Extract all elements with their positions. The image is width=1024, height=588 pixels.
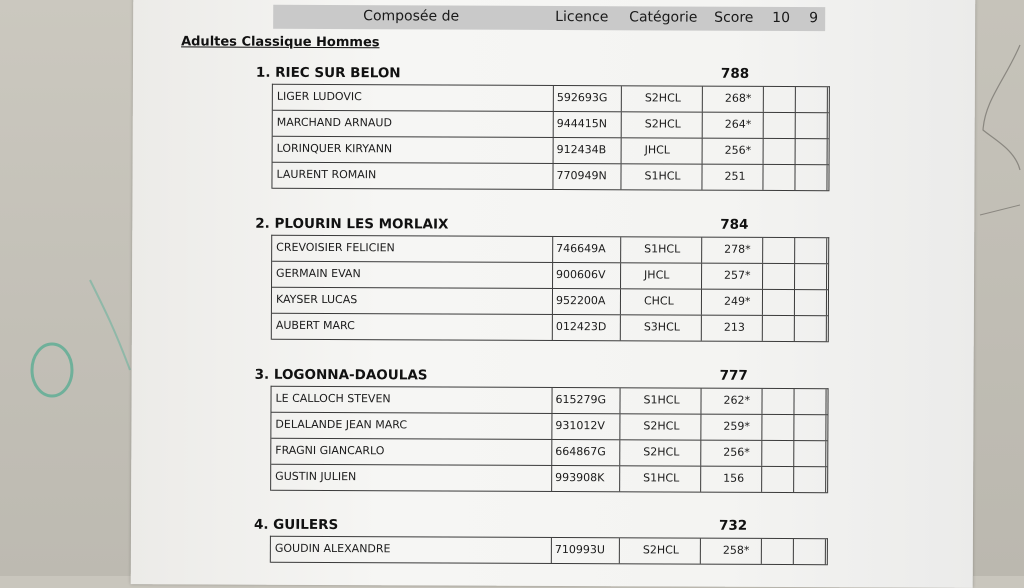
cell-divider [795, 139, 796, 164]
member-score: 268* [724, 91, 752, 105]
club-name: 2. PLOURIN LES MORLAIX [255, 215, 449, 233]
cell-divider [827, 113, 828, 138]
member-score: 256* [724, 143, 752, 157]
cell-divider [701, 264, 702, 289]
cell-divider [763, 139, 764, 164]
member-name: AUBERT MARC [275, 318, 355, 333]
cell-divider [762, 238, 763, 263]
header-score: Score [714, 9, 754, 26]
table-row [272, 314, 828, 342]
member-score: 257* [724, 268, 751, 282]
cell-divider [825, 415, 826, 440]
results-sheet [131, 0, 976, 588]
header-col-10: 10 [772, 9, 791, 27]
member-score: 262* [723, 393, 751, 407]
cell-divider [701, 290, 702, 315]
cell-divider [826, 316, 827, 341]
cell-divider [702, 139, 703, 164]
cell-divider [762, 290, 763, 315]
cell-divider [761, 539, 762, 564]
cell-divider [793, 441, 794, 466]
table-row [273, 85, 829, 113]
member-licence: 770949N [556, 169, 607, 183]
header-col-9: 9 [809, 10, 819, 27]
cell-divider [552, 164, 553, 189]
cell-divider [551, 414, 552, 439]
cell-divider [763, 87, 764, 112]
cell-divider [619, 388, 620, 413]
member-score: 264* [724, 117, 752, 131]
member-category: JHCL [644, 143, 670, 157]
member-score: 249* [723, 294, 751, 308]
cell-divider [827, 87, 828, 112]
member-score: 278* [724, 242, 751, 256]
member-licence: 900606V [556, 268, 606, 282]
table-header [273, 5, 825, 31]
wall-scratch [975, 40, 1024, 240]
member-name: GERMAIN EVAN [276, 266, 361, 281]
cell-divider [795, 113, 796, 138]
table-row [271, 465, 827, 493]
cell-divider [761, 467, 762, 492]
member-licence: 592693G [556, 91, 608, 105]
member-licence: 615279G [555, 393, 607, 407]
member-name: LIGER LUDOVIC [276, 89, 362, 104]
member-category: S1HCL [643, 471, 680, 485]
club-total-score: 784 [720, 216, 749, 233]
member-score: 251 [724, 169, 746, 183]
member-category: S1HCL [644, 242, 681, 256]
cell-divider [700, 389, 701, 414]
member-category: S2HCL [644, 117, 681, 131]
table-row [272, 236, 828, 264]
cell-divider [793, 467, 794, 492]
cell-divider [702, 113, 703, 138]
cell-divider [620, 237, 621, 262]
member-category: S1HCL [644, 169, 681, 183]
header-licence: Licence [555, 9, 609, 26]
section-title: Adultes Classique Hommes [181, 34, 380, 51]
cell-divider [761, 389, 762, 414]
cell-divider [700, 539, 701, 564]
cell-divider [700, 415, 701, 440]
cell-divider [761, 441, 762, 466]
member-category: S3HCL [643, 320, 680, 334]
cell-divider [553, 86, 554, 111]
club-name: 4. GUILERS [253, 516, 339, 534]
member-category: S2HCL [642, 543, 679, 557]
member-licence: 993908K [555, 471, 605, 485]
cell-divider [552, 289, 553, 314]
member-name: GUSTIN JULIEN [275, 469, 357, 484]
table-row [272, 163, 828, 191]
chalk-doodle [20, 270, 140, 410]
cell-divider [619, 440, 620, 465]
member-licence: 746649A [556, 242, 606, 256]
club-total-score: 732 [718, 517, 748, 534]
table-row [272, 288, 828, 316]
member-score: 258* [722, 543, 750, 557]
members-table [270, 386, 828, 493]
cell-divider [621, 86, 622, 111]
cell-divider [827, 139, 828, 164]
table-row [271, 537, 827, 565]
header-composee: Composée de [363, 8, 460, 25]
members-table [271, 235, 829, 342]
members-table [270, 536, 828, 565]
member-score: 156 [723, 471, 745, 485]
table-row [272, 262, 828, 290]
member-name: LORINQUER KIRYANN [276, 141, 393, 156]
cell-divider [700, 441, 701, 466]
cell-divider [794, 316, 795, 341]
member-score: 213 [723, 320, 745, 334]
cell-divider [553, 112, 554, 137]
member-category: JHCL [644, 268, 670, 282]
cell-divider [794, 290, 795, 315]
cell-divider [700, 467, 701, 492]
cell-divider [621, 112, 622, 137]
cell-divider [620, 164, 621, 189]
cell-divider [619, 538, 620, 563]
cell-divider [551, 440, 552, 465]
club-total-score: 788 [720, 65, 750, 82]
cell-divider [826, 290, 827, 315]
member-score: 256* [723, 445, 750, 459]
cell-divider [762, 264, 763, 289]
member-name: DELALANDE JEAN MARC [275, 417, 408, 432]
member-category: S2HCL [643, 445, 680, 459]
cell-divider [701, 238, 702, 263]
member-licence: 710993U [554, 543, 605, 557]
cell-divider [619, 414, 620, 439]
cell-divider [794, 238, 795, 263]
cell-divider [552, 315, 553, 340]
member-score: 259* [723, 419, 750, 433]
members-table [271, 84, 829, 191]
member-licence: 012423D [555, 320, 607, 334]
member-name: LAURENT ROMAIN [276, 167, 377, 182]
cell-divider [793, 539, 794, 564]
member-licence: 931012V [555, 419, 605, 433]
member-licence: 944415N [556, 117, 607, 131]
cell-divider [794, 264, 795, 289]
cell-divider [620, 315, 621, 340]
cell-divider [794, 165, 795, 190]
cell-divider [825, 539, 826, 564]
club-name: 3. LOGONNA-DAOULAS [254, 366, 428, 384]
cell-divider [621, 138, 622, 163]
cell-divider [825, 467, 826, 492]
club-name: 1. RIEC SUR BELON [255, 64, 401, 82]
cell-divider [825, 441, 826, 466]
club-block [132, 215, 974, 334]
member-category: CHCL [643, 294, 674, 308]
table-row [273, 137, 829, 165]
member-category: S1HCL [643, 393, 680, 407]
cell-divider [553, 138, 554, 163]
header-categorie: Catégorie [629, 9, 698, 26]
table-row [271, 387, 827, 415]
cell-divider [793, 415, 794, 440]
cell-divider [619, 466, 620, 491]
club-total-score: 777 [719, 367, 748, 384]
member-name: GOUDIN ALEXANDRE [274, 541, 391, 556]
member-licence: 952200A [555, 294, 606, 308]
club-block [133, 64, 975, 183]
table-row [273, 111, 829, 139]
cell-divider [551, 538, 552, 563]
cell-divider [762, 316, 763, 341]
member-name: FRAGNI GIANCARLO [275, 443, 385, 458]
cell-divider [795, 87, 796, 112]
cell-divider [620, 289, 621, 314]
table-row [271, 413, 827, 441]
member-name: KAYSER LUCAS [275, 292, 358, 307]
cell-divider [620, 263, 621, 288]
club-block [131, 516, 973, 557]
cell-divider [826, 264, 827, 289]
cell-divider [825, 389, 826, 414]
member-category: S2HCL [644, 91, 681, 105]
cell-divider [702, 87, 703, 112]
cell-divider [762, 165, 763, 190]
cell-divider [701, 316, 702, 341]
cell-divider [763, 113, 764, 138]
cell-divider [826, 165, 827, 190]
member-name: CREVOISIER FELICIEN [276, 240, 395, 255]
member-name: MARCHAND ARNAUD [276, 115, 392, 130]
cell-divider [552, 263, 553, 288]
member-category: S2HCL [643, 419, 680, 433]
member-name: LE CALLOCH STEVEN [275, 391, 391, 406]
member-licence: 912434B [556, 143, 607, 157]
member-licence: 664867G [555, 445, 606, 459]
cell-divider [551, 466, 552, 491]
cell-divider [761, 415, 762, 440]
club-block [132, 366, 974, 485]
cell-divider [551, 388, 552, 413]
cell-divider [701, 165, 702, 190]
table-row [271, 439, 827, 467]
cell-divider [826, 238, 827, 263]
cell-divider [552, 237, 553, 262]
cell-divider [793, 389, 794, 414]
